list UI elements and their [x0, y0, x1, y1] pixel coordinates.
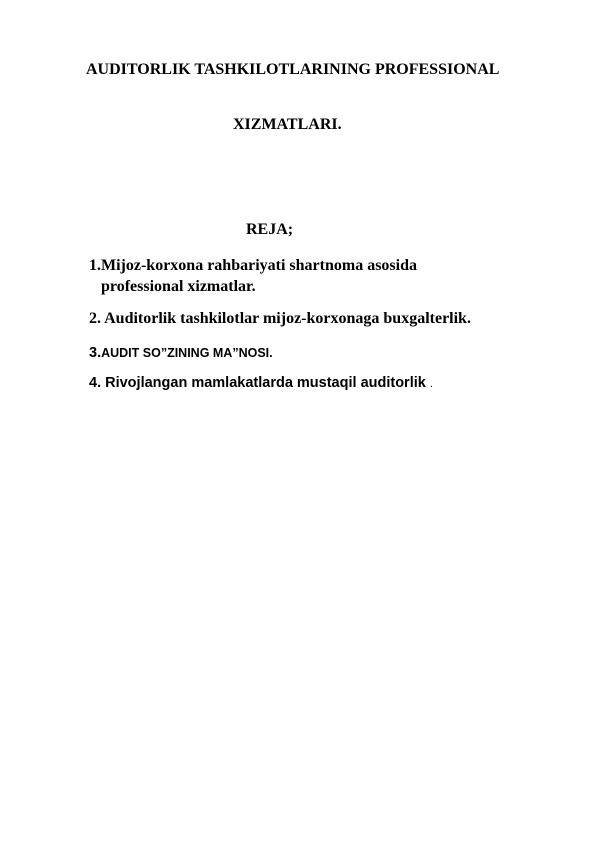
plan-item-4-tail: .: [429, 378, 433, 390]
plan-item-4: [89, 376, 433, 391]
plan-item-4-text: 4. Rivojlangan mamlakatlarda mustaqil auditorlik: [89, 375, 426, 391]
plan-item-1-line-1: 1.Mijoz-korxona rahbariyati shartnoma asosida: [89, 257, 417, 274]
plan-item-3: [89, 346, 273, 361]
plan-item-2: 2. Auditorlik tashkilotlar mijoz-korxonaga buxgalterlik.: [89, 310, 471, 327]
title-line-1: AUDITORLIK TASHKILOTLARINING PROFESSIONAL: [86, 61, 500, 78]
title-line-2: XIZMATLARI.: [233, 116, 342, 133]
plan-heading: REJA;: [246, 221, 294, 238]
plan-item-3-text: AUDIT SO”ZINING MA”NOSI.: [101, 346, 273, 360]
plan-item-1-line-2: professional xizmatlar.: [101, 278, 256, 295]
plan-item-3-number: 3.: [89, 345, 102, 361]
